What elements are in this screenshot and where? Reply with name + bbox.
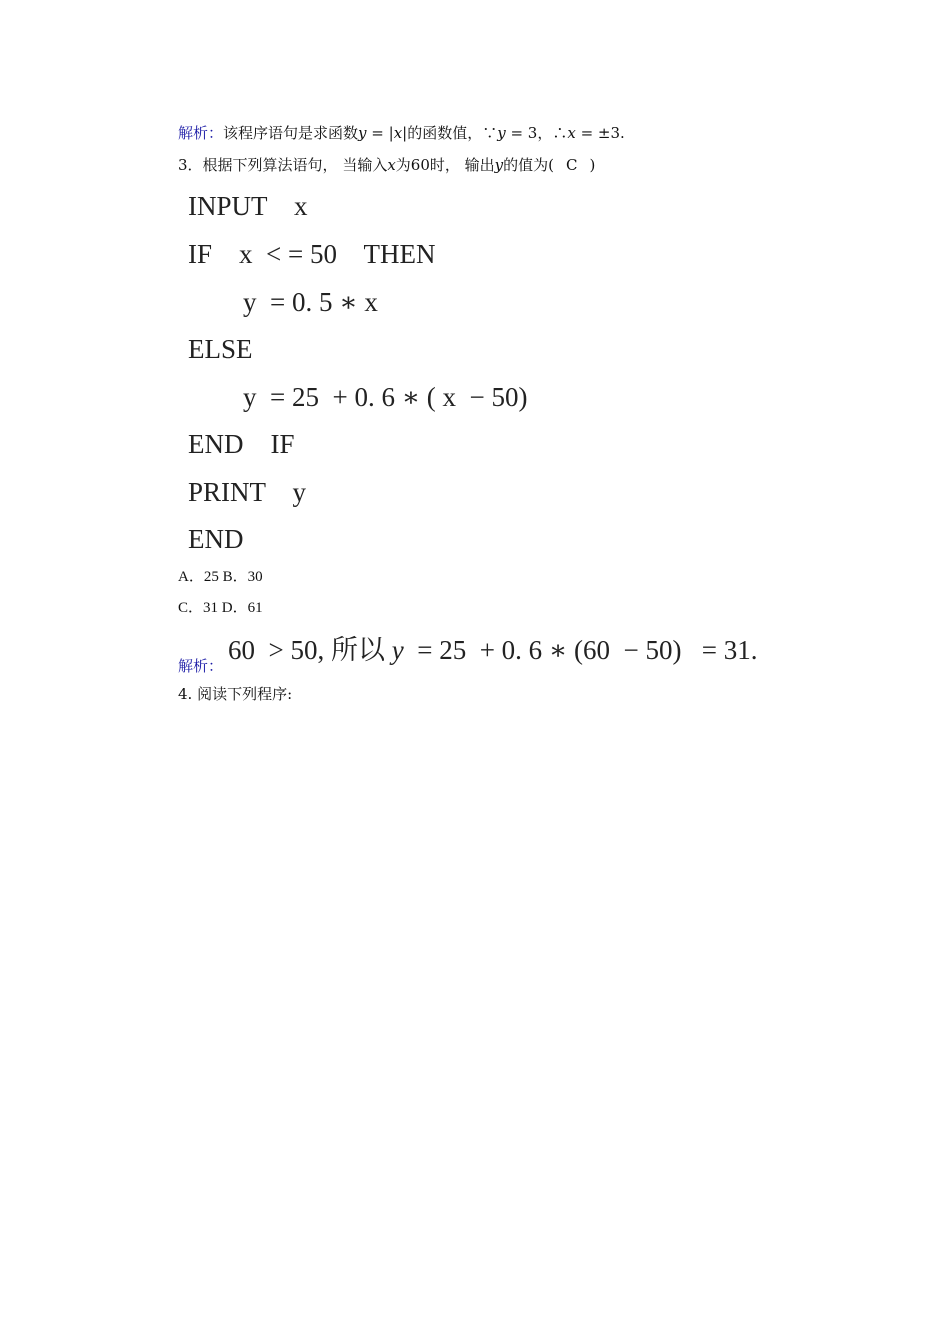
code-line: ELSE xyxy=(188,334,253,364)
solution-3-label xyxy=(178,656,223,676)
options-row-1: A．25 B．30 xyxy=(178,569,263,585)
var-y: y xyxy=(497,124,506,142)
code-line: END IF xyxy=(188,429,295,459)
solution-label: 解析： xyxy=(178,657,224,675)
var-x: x xyxy=(387,156,396,174)
solution-text: = | xyxy=(366,124,394,142)
solution-2-line xyxy=(178,123,625,143)
var-y: y xyxy=(391,635,404,665)
solution-label: 解析： xyxy=(178,124,224,142)
solution-text: |的函数值，∵ xyxy=(402,124,498,142)
var-x: x xyxy=(567,124,576,142)
question-text: 为60时， 输出 xyxy=(395,156,495,174)
question-text: ) xyxy=(589,156,596,174)
question-text: 的值为( xyxy=(503,156,554,174)
code-line: INPUT x xyxy=(188,191,308,221)
formula-text: = 25 + 0. 6 ∗ (60 − 50) = 31. xyxy=(403,635,758,665)
solution-text: = 3，∴ xyxy=(505,124,568,142)
var-y: y xyxy=(358,124,367,142)
solution-3-formula xyxy=(228,634,757,666)
var-y: y xyxy=(494,156,504,174)
code-line: IF x < = 50 THEN xyxy=(188,239,436,269)
code-line: y = 0. 5 ∗ x xyxy=(243,287,378,317)
solution-text: 该程序语句是求函数 xyxy=(223,124,359,142)
var-x: x xyxy=(393,124,403,142)
code-line: END xyxy=(188,524,244,554)
code-line: y = 25 + 0. 6 ∗ ( x − 50) xyxy=(243,382,528,412)
question-text: 3．根据下列算法语句， 当输入 xyxy=(178,156,388,174)
options-row-2: C．31 D．61 xyxy=(178,600,263,616)
answer-choice: C xyxy=(566,156,578,174)
question-4: 4. 阅读下列程序: xyxy=(178,685,293,703)
solution-text: = ±3. xyxy=(575,124,625,142)
question-3 xyxy=(178,155,595,175)
code-line: PRINT y xyxy=(188,477,307,507)
formula-text: 60 > 50, 所以 xyxy=(228,635,392,665)
